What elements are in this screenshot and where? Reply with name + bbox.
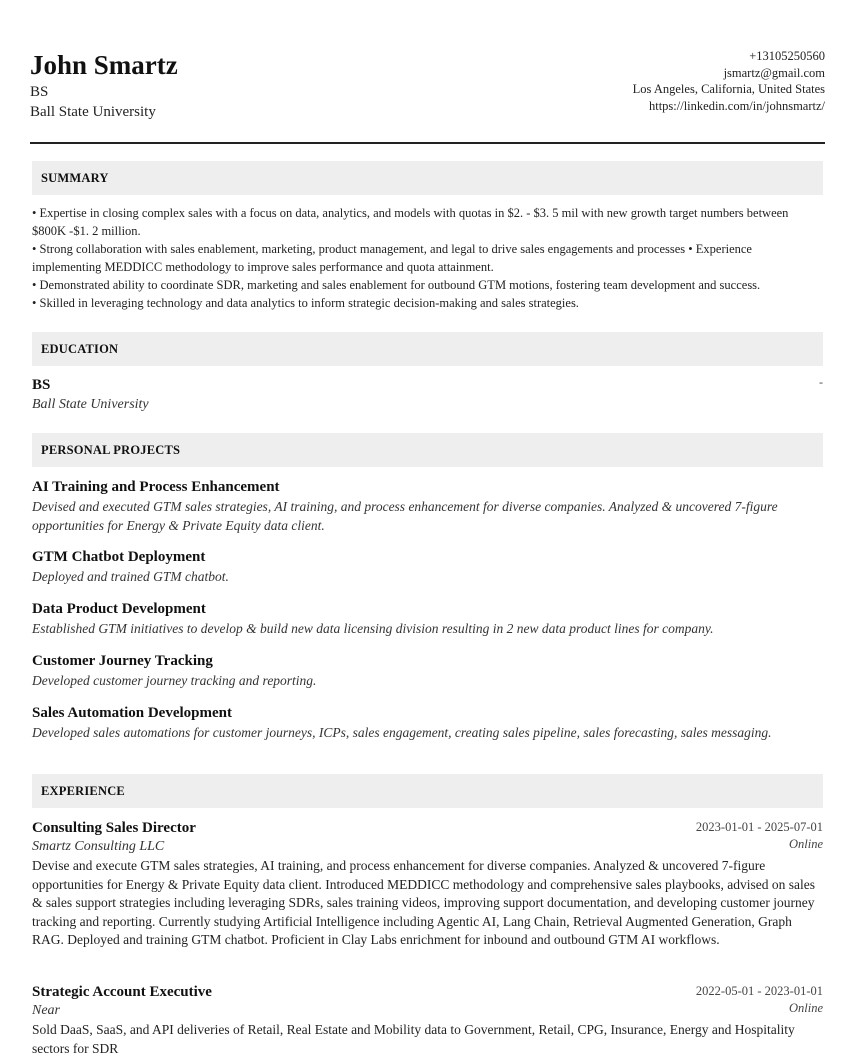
- job-dates: 2023-01-01 - 2025-07-01: [695, 820, 823, 834]
- project-description: Developed sales automations for customer journeys, ICPs, sales engagement, creating sales pipeline, sales forecasting, sales messaging.: [32, 725, 772, 740]
- project-item: [32, 600, 824, 639]
- section-title: SUMMARY: [41, 171, 109, 185]
- job-dates: 2022-05-01 - 2023-01-01: [695, 984, 823, 998]
- company-name: Smartz Consulting LLC: [32, 839, 165, 854]
- project-title: GTM Chatbot Deployment: [32, 549, 206, 565]
- phone-number: +13105250560: [749, 49, 825, 63]
- summary-text: [32, 204, 824, 312]
- experience-section-header: [32, 774, 823, 808]
- project-item: [32, 704, 824, 743]
- project-item: [32, 478, 824, 535]
- section-title: EXPERIENCE: [41, 784, 125, 798]
- header-degree: BS: [30, 84, 49, 100]
- location: Los Angeles, California, United States: [632, 82, 825, 96]
- job-location: Online: [788, 1001, 823, 1015]
- project-description: Developed customer journey tracking and reporting.: [32, 673, 317, 688]
- summary-line: • Strong collaboration with sales enablement, marketing, product management, and legal to drive sales engagements and processes • Experience implementing MEDDICC methodology to improve sales performance and quota attainment.: [32, 242, 752, 274]
- project-title: Sales Automation Development: [32, 705, 232, 721]
- candidate-name: John Smartz: [30, 50, 178, 80]
- projects-section-header: [32, 433, 823, 467]
- experience-item: [32, 983, 823, 1058]
- education-degree: BS: [32, 377, 51, 393]
- project-description: Deployed and trained GTM chatbot.: [32, 569, 229, 584]
- project-title: Data Product Development: [32, 601, 206, 617]
- linkedin-link[interactable]: https://linkedin.com/in/johnsmartz/: [648, 98, 825, 113]
- education-school: Ball State University: [32, 397, 149, 412]
- resume-header: [30, 48, 825, 144]
- project-title: AI Training and Process Enhancement: [32, 479, 280, 495]
- summary-section-header: [32, 161, 823, 195]
- project-title: Customer Journey Tracking: [32, 653, 213, 669]
- job-title: Consulting Sales Director: [32, 820, 196, 836]
- company-name: Near: [32, 1003, 60, 1018]
- project-description: Established GTM initiatives to develop & build new data licensing division resulting in 2 new data product lines for company.: [32, 621, 714, 636]
- education-dates: -: [819, 375, 823, 389]
- email-address: jsmartz@gmail.com: [723, 65, 825, 80]
- contact-block: [633, 48, 825, 114]
- project-description: Devised and executed GTM sales strategies, AI training, and process enhancement for diverse companies. Analyzed & uncovered 7-figure opportunities for Energy & Private Equity data client.: [32, 499, 778, 533]
- summary-line: • Skilled in leveraging technology and data analytics to inform strategic decision-making and sales strategies.: [32, 296, 579, 310]
- education-section-header: [32, 332, 823, 366]
- project-item: [32, 652, 824, 691]
- project-item: [32, 548, 824, 587]
- header-school: Ball State University: [30, 104, 156, 120]
- experience-item: [32, 819, 823, 950]
- summary-line: • Demonstrated ability to coordinate SDR, marketing and sales enablement for outbound GTM motions, fostering team development and success.: [32, 278, 761, 292]
- job-title: Strategic Account Executive: [32, 984, 212, 1000]
- job-description: Sold DaaS, SaaS, and API deliveries of Retail, Real Estate and Mobility data to Government, Retail, CPG, Insurance, Energy and Hospitality sectors for SDR: [32, 1022, 795, 1056]
- section-title: EDUCATION: [41, 342, 119, 356]
- job-description: Devise and execute GTM sales strategies, AI training, and process enhancement for diverse companies. Analyzed & uncovered 7-figure opportunities for Energy & Private Equity data client. Introduced MEDDICC methodology and comprehensive sales playbooks, advised on sales & sales support strategies including leveraging SDRs, sales training videos, improving support documentation, and developing customer journey tracking and reporting. Currently studying Artificial Intelligence including Agentic AI, Lang Chain, Retrieval Augmented Generation, Graph RAG. Deployed and training GTM chatbot. Proficient in Clay Labs enrichment for inbound and outbound GTM AI workflows.: [32, 858, 815, 947]
- summary-line: • Expertise in closing complex sales with a focus on data, analytics, and models with quotas in $2. - $3. 5 mil with new growth target numbers between $800K -$1. 2 million.: [32, 206, 789, 238]
- job-location: Online: [788, 837, 823, 851]
- section-title: PERSONAL PROJECTS: [41, 443, 181, 457]
